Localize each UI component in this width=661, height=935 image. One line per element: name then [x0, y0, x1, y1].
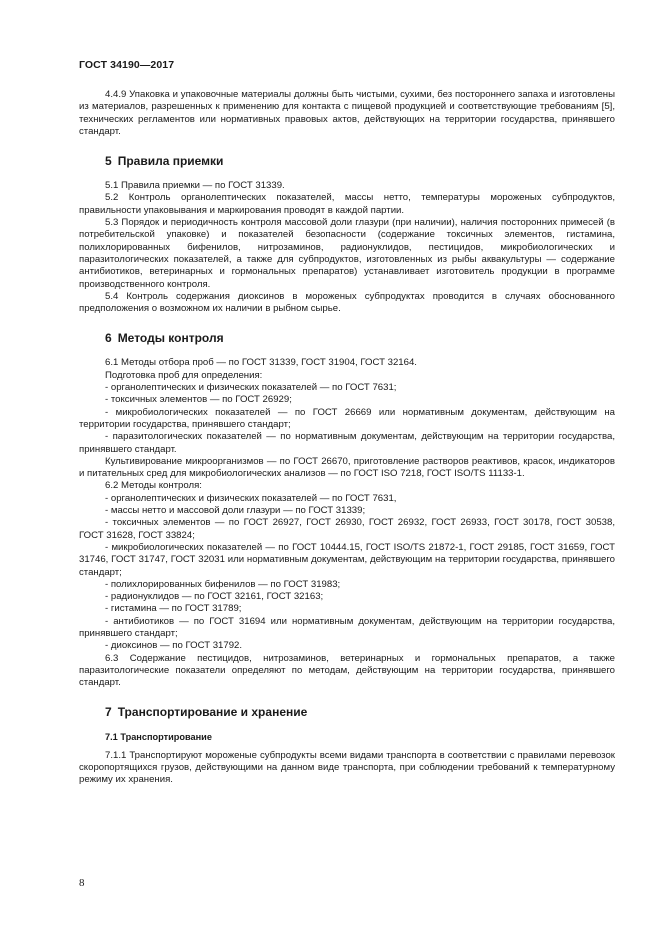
section-title: Методы контроля — [117, 331, 224, 346]
list-item: - органолептических и физических показателей — по ГОСТ 7631; — [105, 382, 397, 394]
paragraph-5-4: 5.4 Контроль содержания диоксинов в мороженых субпродуктах проводится в случаях обоснованного предположения о возможном их наличии в рыбном сырье. — [79, 290, 615, 315]
list-item: - токсичных элементов — по ГОСТ 26929; — [105, 394, 292, 406]
list-item: - гистамина — по ГОСТ 31789; — [105, 603, 242, 615]
section-number: 5 — [105, 154, 112, 169]
list-item: - радионуклидов — по ГОСТ 32161, ГОСТ 32163; — [105, 591, 324, 603]
list-item: - полихлорированных бифенилов — по ГОСТ 31983; — [105, 578, 341, 590]
paragraph-5-3: 5.3 Порядок и периодичность контроля массовой доли глазури (при наличии), наличия посторонних примесей (в потребительской упаковке) и показателей безопасности (содержание токсичных элементов, гистамина, полихлорированных бифенилов, нитрозаминов, радионуклидов, пестицидов, микробиологических и паразитологических показателей, а также для субпродуктов, изготовленных из рыбы аквакультуры — содержание антибиотиков, ветеринарных и гормональных препаратов) устанавливает изготовитель продукции в программе производственного контроля. — [79, 217, 615, 290]
paragraph-4-4-9: 4.4.9 Упаковка и упаковочные материалы должны быть чистыми, сухими, без постороннего запаха и изготовлены из материалов, разрешенных к применению для контакта с пищевой продукцией и соответствующие требованиям [5], технических регламентов или нормативных правовых актов, действующих на территории государства, принявшего стандарт. — [79, 89, 615, 137]
list-intro: Подготовка проб для определения: — [105, 369, 263, 381]
section-5-heading — [79, 154, 615, 168]
list-item: - микробиологических показателей — по ГОСТ 26669 или нормативным документам, действующим на территории государства, принявшего стандарт; — [79, 406, 615, 430]
paragraph-5-2: 5.2 Контроль органолептических показателей, массы нетто, температуры мороженых субпродуктов, правильности упаковывания и маркирования проводят в каждой партии. — [79, 192, 615, 216]
paragraph-7-1-1: 7.1.1 Транспортируют мороженые субпродукты всеми видами транспорта в соответствии с правилами перевозок скоропортящихся грузов, действующими на данном виде транспорта, при соблюдении требований к температурному режиму их хранения. — [79, 749, 615, 786]
section-7-heading — [79, 705, 615, 719]
section-title: Правила приемки — [117, 154, 224, 169]
list-item: - паразитологических показателей — по нормативным документам, действующим на территории государства, принявшего стандарт. — [79, 431, 615, 455]
list-item: - диоксинов — по ГОСТ 31792. — [105, 640, 243, 652]
list-item: - массы нетто и массовой доли глазури — по ГОСТ 31339; — [105, 505, 366, 517]
subsection-7-1-heading: 7.1 Транспортирование — [105, 732, 212, 743]
list-item: - органолептических и физических показателей — по ГОСТ 7631, — [105, 492, 397, 504]
paragraph-cultivation: Культивирование микроорганизмов — по ГОСТ 26670, приготовление растворов реактивов, красок, индикаторов и питательных сред для микробиологических анализов — по ГОСТ ISO 7218, ГОСТ ISO/TS 11133-1. — [79, 455, 615, 480]
paragraph-5-1: 5.1 Правила приемки — по ГОСТ 31339. — [105, 180, 285, 192]
list-item: - антибиотиков — по ГОСТ 31694 или нормативным документам, действующим на территории государства, принявшего стандарт; — [79, 615, 615, 639]
paragraph-6-1: 6.1 Методы отбора проб — по ГОСТ 31339, ГОСТ 31904, ГОСТ 32164. — [105, 357, 417, 369]
section-number: 7 — [105, 705, 112, 720]
list-item: - токсичных элементов — по ГОСТ 26927, ГОСТ 26930, ГОСТ 26932, ГОСТ 26933, ГОСТ 30178, ГОСТ 30538, ГОСТ 31628, ГОСТ 33824; — [79, 517, 615, 541]
page-number: 8 — [79, 877, 85, 889]
paragraph-6-3: 6.3 Содержание пестицидов, нитрозаминов, ветеринарных и гормональных препаратов, а также паразитологические показатели определяют по методам, действующим на территории государства, принявшего стандарт. — [79, 652, 615, 689]
section-6-heading — [79, 331, 615, 345]
paragraph-6-2: 6.2 Методы контроля: — [105, 480, 202, 492]
document-body — [79, 89, 615, 787]
section-title: Транспортирование и хранение — [117, 705, 308, 720]
section-number: 6 — [105, 331, 112, 346]
list-item: - микробиологических показателей — по ГОСТ 10444.15, ГОСТ ISO/TS 21872-1, ГОСТ 29185, ГОСТ 31659, ГОСТ 31746, ГОСТ 31747, ГОСТ 32031 или нормативным документам, действующим на территории государства, принявшего стандарт; — [79, 541, 615, 578]
standard-code-header: ГОСТ 34190—2017 — [79, 59, 175, 71]
